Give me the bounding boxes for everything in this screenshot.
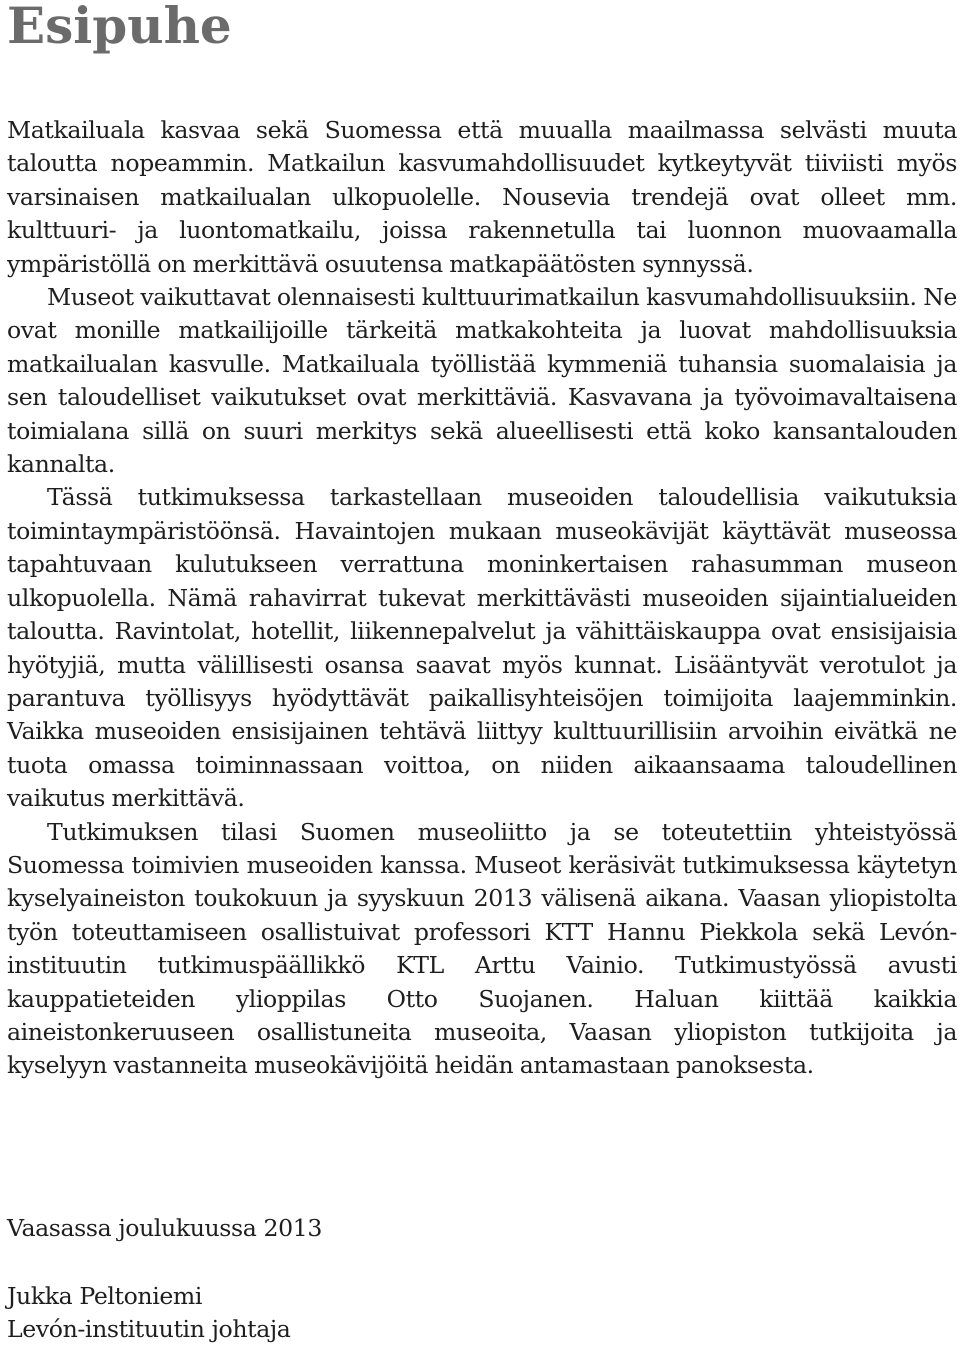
signature-title: Levón-instituutin johtaja — [7, 1315, 291, 1344]
paragraph-2: Museot vaikuttavat olennaisesti kulttuurimatkailun kasvumahdollisuuksiin. Ne ovat monille matkailijoille tärkeitä matkakohteita ja luovat mahdollisuuksia matkailualan kasvulle. Matkailuala työllistää kymmeniä tuhansia suomalaisia ja sen taloudelliset vaikutukset ovat merkittäviä. Kasvavana ja työvoimavaltaisena toimialana sillä on suuri merkitys sekä alueellisesti että koko kansantalouden kannalta. — [7, 283, 957, 479]
paragraph-4: Tutkimuksen tilasi Suomen museoliitto ja se toteutettiin yhteistyössä Suomessa toimivien museoiden kanssa. Museot keräsivät tutkimuksessa käytetyn kyselyaineiston toukokuun ja syyskuun 2013 välisenä aikana. Vaasan yliopistolta työn toteuttamiseen osallistuivat professori KTT Hannu Piekkola sekä Levón-instituutin tutkimuspäällikkö KTL Arttu Vainio. Tutkimustyössä avusti kauppatieteiden ylioppilas Otto Suojanen. Haluan kiittää kaikkia aineistonkeruuseen osallistuneita museoita, Vaasan yliopiston tutkijoita ja kyselyyn vastanneita museokävijöitä heidän antamastaan panoksesta. — [7, 817, 957, 1080]
paragraph-3: Tässä tutkimuksessa tarkastellaan museoiden taloudellisia vaikutuksia toimintaympäristöönsä. Havaintojen mukaan museokävijät käyttävät museossa tapahtuvaan kulutukseen verrattuna moninkertaisen rahasumman museon ulkopuolella. Nämä rahavirrat tukevat merkittävästi museoiden sijaintialueiden taloutta. Ravintolat, hotellit, liikennepalvelut ja vähittäiskauppa ovat ensisijaisia hyötyjiä, mutta välillisesti osansa saavat myös kunnat. Lisääntyvät verotulot ja parantuva työllisyys hyödyttävät paikallisyhteisöjen toimijoita laajemminkin. Vaikka museoiden ensisijainen tehtävä liittyy kulttuurillisiin arvoihin eivätkä ne tuota omassa toiminnassaan voittoa, on niiden aikaansaama taloudellinen vaikutus merkittävä. — [7, 483, 957, 813]
body-text — [7, 114, 957, 1083]
page-title: Esipuhe — [7, 0, 232, 55]
signature-place-date: Vaasassa joulukuussa 2013 — [7, 1214, 322, 1242]
signature-block — [7, 1280, 290, 1347]
document-page — [7, 0, 957, 1344]
paragraph-1: Matkailuala kasvaa sekä Suomessa että muualla maailmassa selvästi muuta taloutta nopeammin. Matkailun kasvumahdollisuudet kytkeytyvät tiiviisti myös varsinaisen matkailualan ulkopuolelle. Nousevia trendejä ovat olleet mm. kulttuuri- ja luontomatkailu, joissa rakennetulla tai luonnon muovaamalla ympäristöllä on merkittävä osuutensa matkapäätösten synnyssä. — [7, 116, 957, 278]
signature-name: Jukka Peltoniemi — [7, 1282, 203, 1310]
